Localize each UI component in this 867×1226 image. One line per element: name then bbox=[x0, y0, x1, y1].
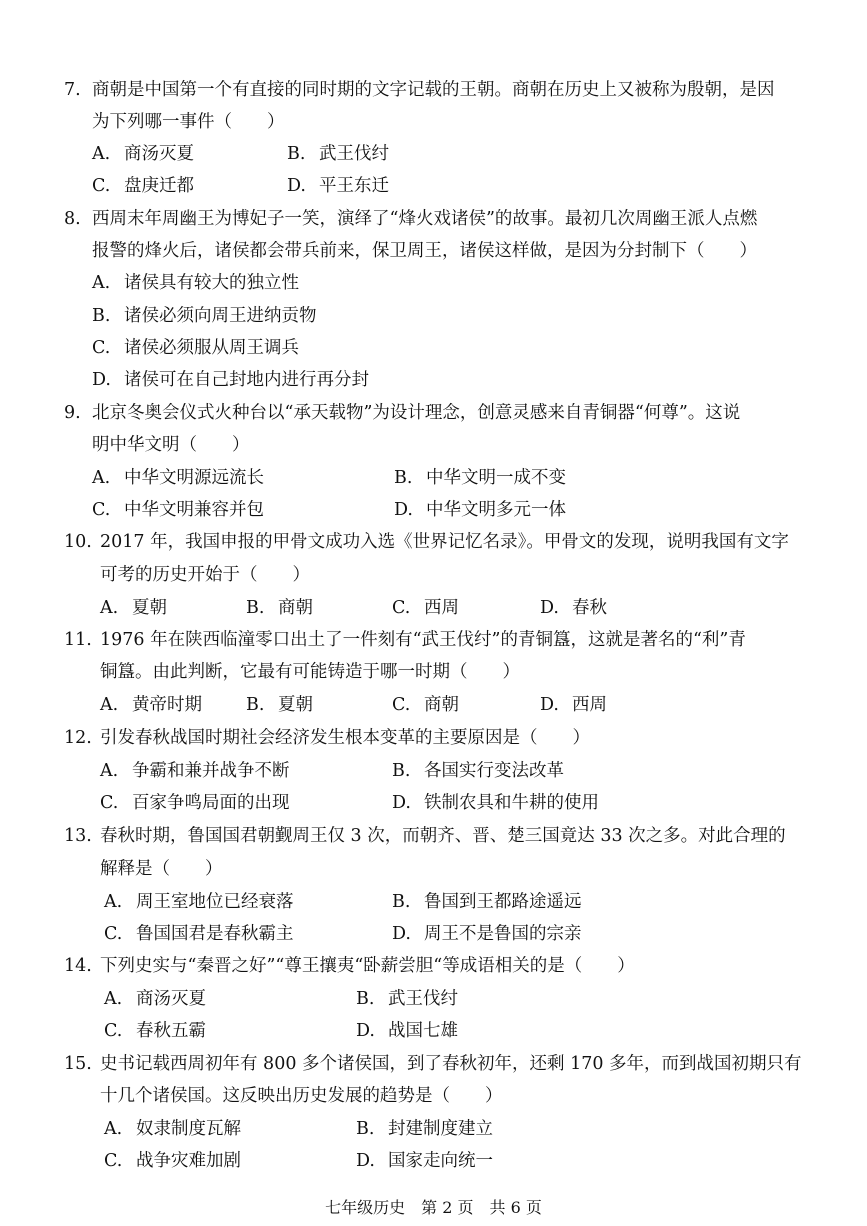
option-c: C. 中华文明兼容并包 bbox=[92, 500, 264, 520]
question-stem-line: 商朝是中国第一个有直接的同时期的文字记载的王朝。商朝在历史上又被称为殷朝，是因 bbox=[92, 80, 775, 100]
option-b: B. 夏朝 bbox=[246, 695, 313, 715]
question-stem-line: 为下列哪一事件（ ） bbox=[92, 112, 285, 132]
option-c: C. 西周 bbox=[392, 598, 459, 618]
option-b: B. 武王伐纣 bbox=[287, 144, 389, 164]
question-stem-line: 明中华文明（ ） bbox=[92, 435, 250, 455]
option-c: C. 盘庚迁都 bbox=[92, 176, 194, 196]
option-c: C. 战争灾难加剧 bbox=[104, 1151, 241, 1171]
option-b: B. 鲁国到王都路途遥远 bbox=[392, 892, 582, 912]
option-b: B. 中华文明一成不变 bbox=[394, 468, 566, 488]
option-d: D. 诸侯可在自己封地内进行再分封 bbox=[92, 370, 369, 390]
option-d: D. 西周 bbox=[540, 695, 607, 715]
option-a: A. 中华文明源远流长 bbox=[92, 468, 264, 488]
question-stem-line: 报警的烽火后，诸侯都会带兵前来，保卫周王，诸侯这样做，是因为分封制下（ ） bbox=[92, 241, 757, 261]
question-stem-line: 下列史实与“秦晋之好”“尊王攘夷“卧薪尝胆“等成语相关的是（ ） bbox=[100, 956, 635, 976]
question-number: 15. bbox=[64, 1054, 92, 1074]
option-d: D. 铁制农具和牛耕的使用 bbox=[392, 793, 599, 813]
option-a: A. 夏朝 bbox=[100, 598, 167, 618]
question-number: 11. bbox=[64, 630, 92, 650]
option-b: B. 商朝 bbox=[246, 598, 313, 618]
question-stem-line: 解释是（ ） bbox=[100, 859, 223, 879]
option-b: B. 武王伐纣 bbox=[356, 989, 458, 1009]
option-d: D. 国家走向统一 bbox=[356, 1151, 493, 1171]
option-a: A. 奴隶制度瓦解 bbox=[104, 1119, 241, 1139]
question-number: 14. bbox=[64, 956, 92, 976]
question-stem-line: 西周末年周幽王为博妃子一笑，演绎了“烽火戏诸侯”的故事。最初几次周幽王派人点燃 bbox=[92, 209, 758, 229]
question-stem-line: 2017 年，我国申报的甲骨文成功入选《世界记忆名录》。甲骨文的发现，说明我国有文字 bbox=[100, 532, 789, 552]
question-stem-line: 北京冬奥会仪式火种台以“承天载物”为设计理念，创意灵感来自青铜器“何尊”。这说 bbox=[92, 403, 741, 423]
option-a: A. 争霸和兼并战争不断 bbox=[100, 761, 290, 781]
option-c: C. 诸侯必须服从周王调兵 bbox=[92, 338, 299, 358]
option-d: D. 周王不是鲁国的宗亲 bbox=[392, 924, 582, 944]
option-c: C. 鲁国国君是春秋霸主 bbox=[104, 924, 294, 944]
option-c: C. 商朝 bbox=[392, 695, 459, 715]
question-number: 10. bbox=[64, 532, 92, 552]
question-number: 7. bbox=[64, 80, 81, 100]
option-d: D. 中华文明多元一体 bbox=[394, 500, 566, 520]
question-number: 9. bbox=[64, 403, 81, 423]
question-number: 13. bbox=[64, 826, 92, 846]
option-a: A. 周王室地位已经衰落 bbox=[104, 892, 294, 912]
option-d: D. 战国七雄 bbox=[356, 1021, 458, 1041]
question-stem-line: 史书记载西周初年有 800 多个诸侯国，到了春秋初年，还剩 170 多年，而到战国初期只有 bbox=[100, 1054, 802, 1074]
page-footer: 七年级历史 第 2 页 共 6 页 bbox=[325, 1198, 542, 1217]
question-number: 12. bbox=[64, 728, 92, 748]
option-a: A. 商汤灭夏 bbox=[92, 144, 194, 164]
option-b: B. 封建制度建立 bbox=[356, 1119, 493, 1139]
question-stem-line: 可考的历史开始于（ ） bbox=[100, 565, 310, 585]
option-b: B. 诸侯必须向周王进纳贡物 bbox=[92, 306, 317, 326]
option-a: A. 诸侯具有较大的独立性 bbox=[92, 273, 299, 293]
question-stem-line: 铜簋。由此判断，它最有可能铸造于哪一时期（ ） bbox=[100, 662, 520, 682]
question-stem-line: 春秋时期，鲁国国君朝觐周王仅 3 次，而朝齐、晋、楚三国竟达 33 次之多。对此合理的 bbox=[100, 826, 786, 846]
question-stem-line: 1976 年在陕西临潼零口出土了一件刻有“武王伐纣”的青铜簋，这就是著名的“利”青 bbox=[100, 630, 746, 650]
option-a: A. 商汤灭夏 bbox=[104, 989, 206, 1009]
option-c: C. 春秋五霸 bbox=[104, 1021, 206, 1041]
option-d: D. 春秋 bbox=[540, 598, 607, 618]
option-a: A. 黄帝时期 bbox=[100, 695, 202, 715]
option-c: C. 百家争鸣局面的出现 bbox=[100, 793, 290, 813]
question-stem-line: 十几个诸侯国。这反映出历史发展的趋势是（ ） bbox=[100, 1086, 503, 1106]
question-stem-line: 引发春秋战国时期社会经济发生根本变革的主要原因是（ ） bbox=[100, 728, 590, 748]
option-b: B. 各国实行变法改革 bbox=[392, 761, 564, 781]
option-d: D. 平王东迁 bbox=[287, 176, 389, 196]
question-number: 8. bbox=[64, 209, 81, 229]
